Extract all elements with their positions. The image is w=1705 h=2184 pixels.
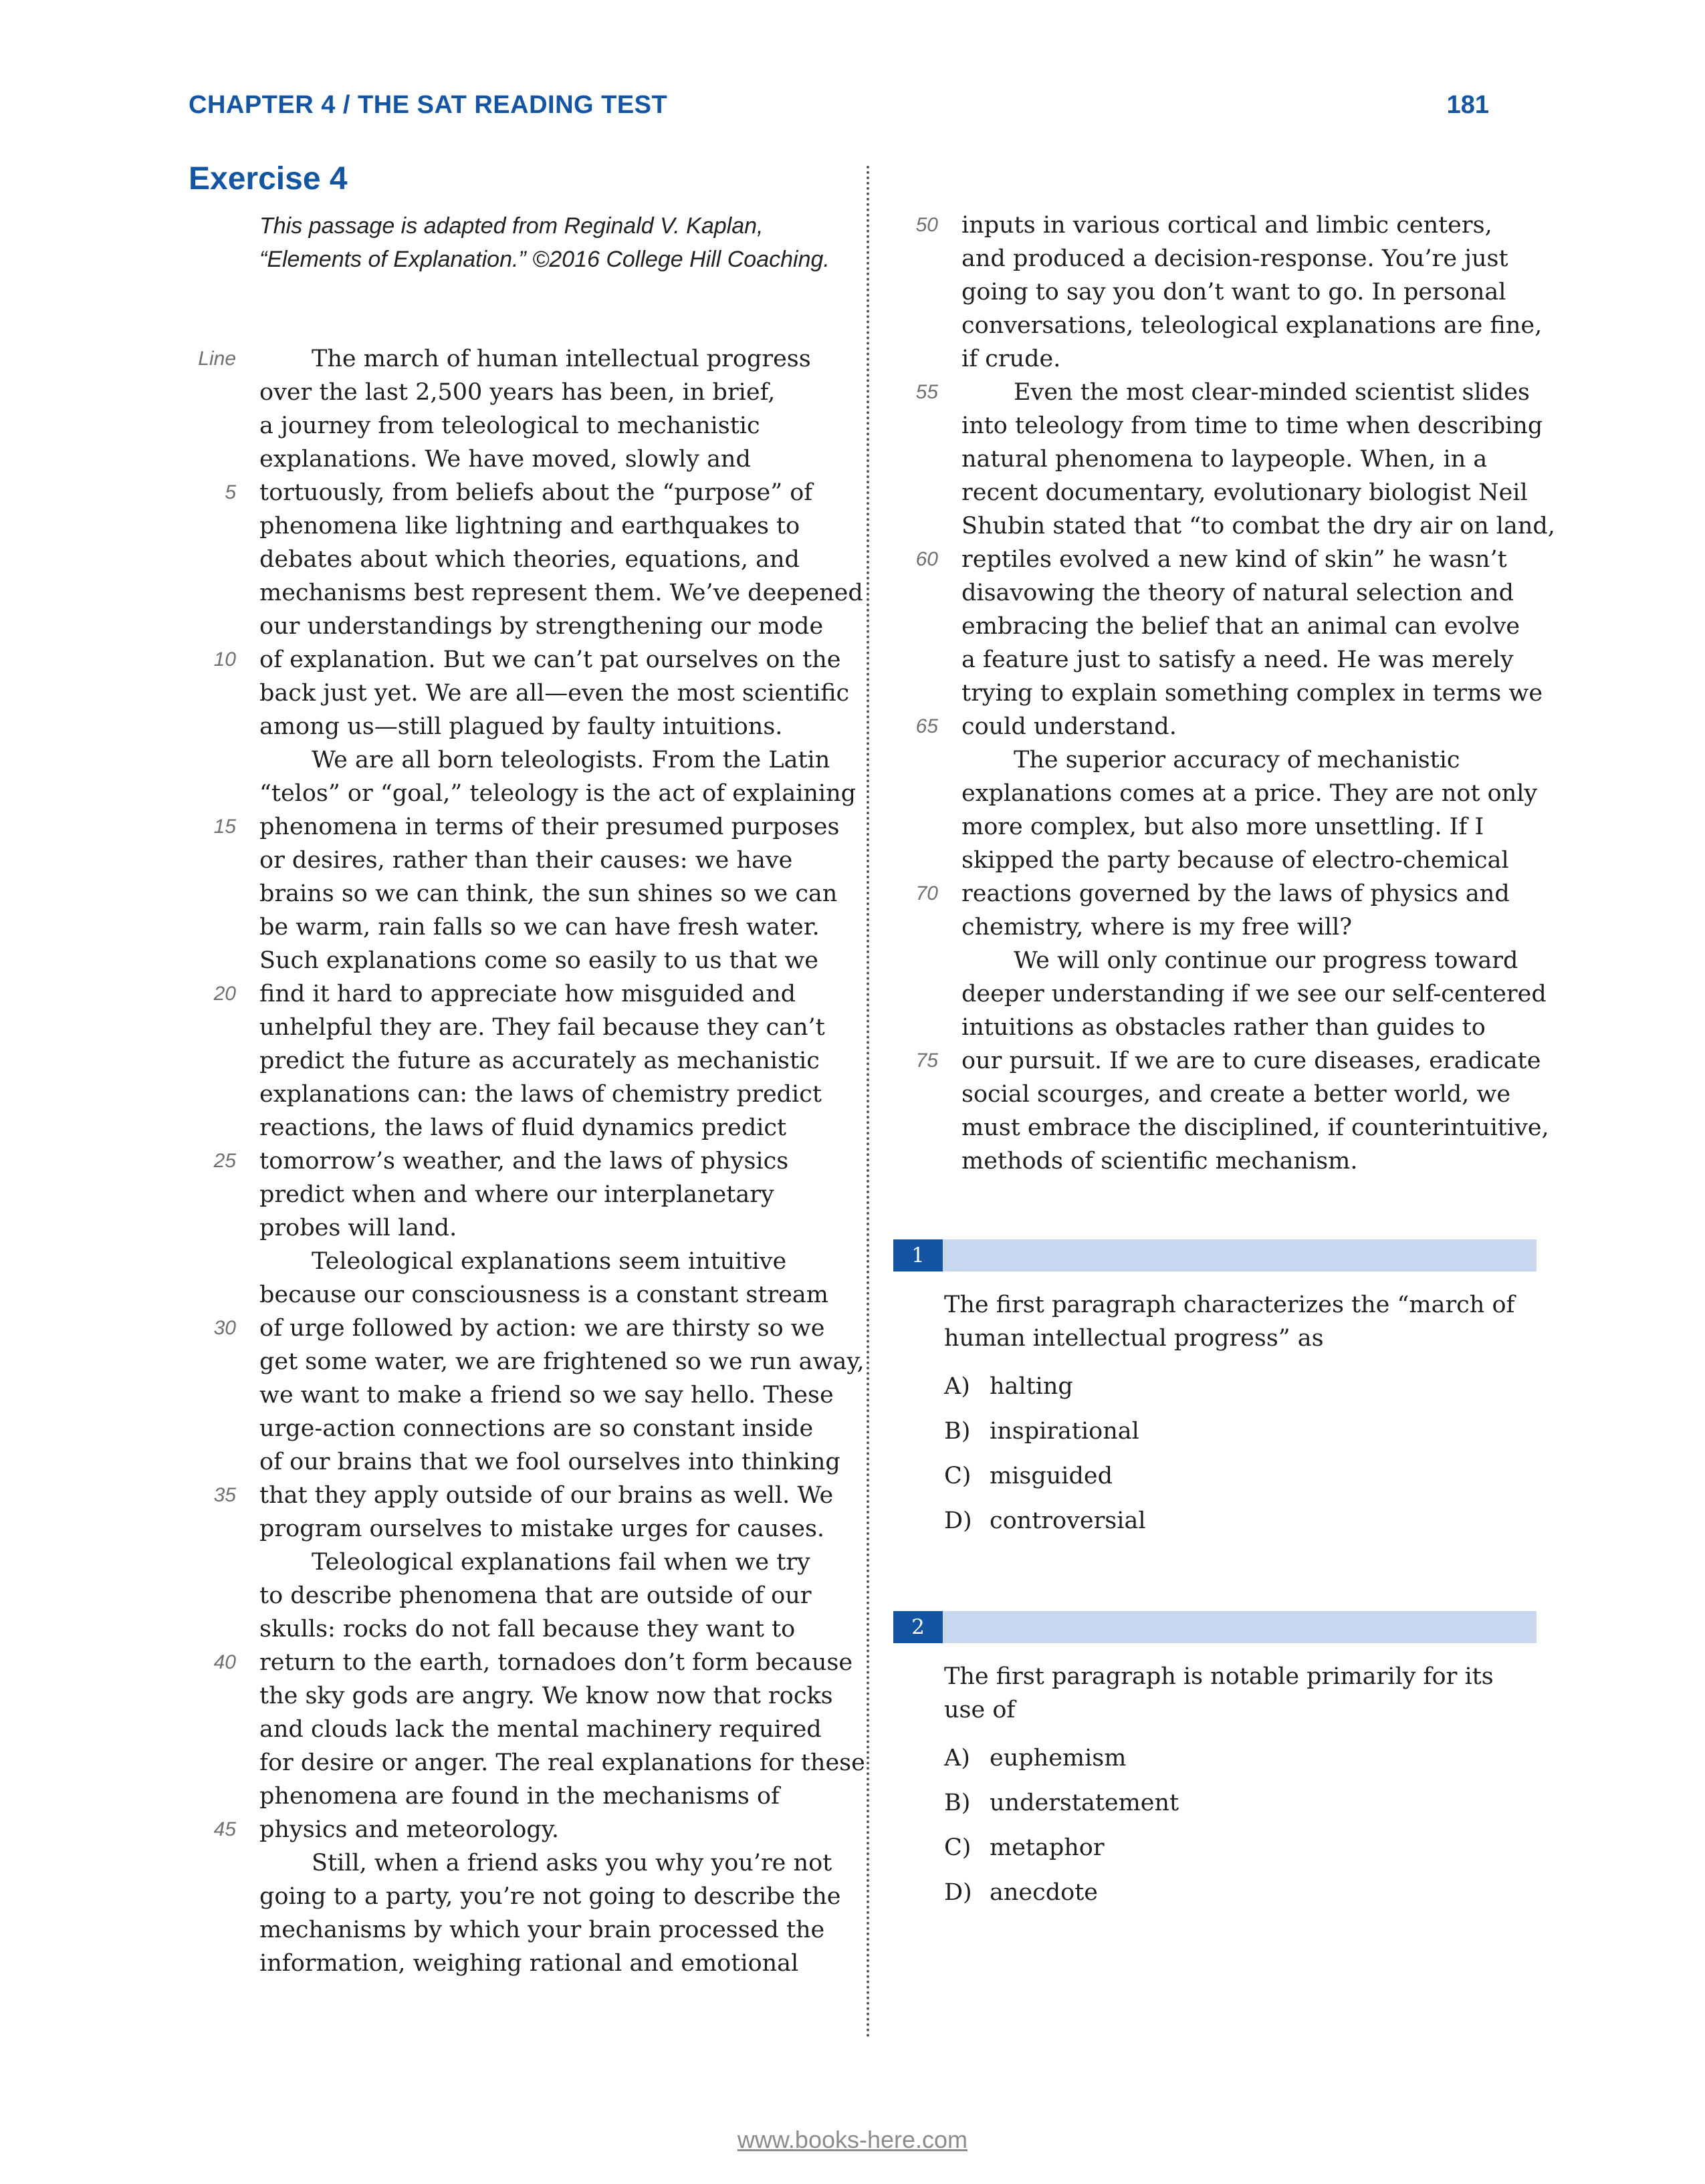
passage-line [259, 1546, 834, 1579]
passage-line [259, 1913, 834, 1947]
passage-intro: This passage is adapted from Reginald V. Kaplan, “Elements of Explanation.” ©2016 College Hill Coaching. [259, 213, 830, 272]
line-text: Teleological explanations fail when we try [312, 1549, 810, 1576]
line-text: Shubin stated that “to combat the dry air on land, [961, 513, 1555, 539]
passage-right-column [915, 209, 1555, 1178]
passage-line [259, 1345, 865, 1378]
line-text: to describe phenomena that are outside of our [259, 1582, 812, 1609]
answer-option[interactable] [944, 1504, 1146, 1538]
line-number: 10 [213, 648, 236, 671]
passage-line [213, 643, 841, 677]
question-number: 1 [893, 1239, 943, 1271]
passage-line [259, 1947, 834, 1980]
option-text: controversial [990, 1507, 1146, 1534]
answer-option[interactable] [944, 1786, 1179, 1820]
line-number: 30 [213, 1317, 236, 1339]
option-label: A) [944, 1745, 970, 1772]
line-number: 45 [213, 1818, 236, 1840]
line-text: if crude. [961, 346, 1061, 372]
passage-line [259, 677, 850, 710]
passage-line [259, 610, 834, 643]
passage-line [961, 610, 1537, 643]
passage-line [259, 1512, 834, 1546]
passage-line [961, 844, 1537, 877]
chapter-title: CHAPTER 4 / THE SAT READING TEST [189, 91, 668, 119]
passage-line [259, 1245, 834, 1278]
passage-line [213, 1646, 853, 1679]
passage-line [259, 1211, 834, 1245]
passage-line [225, 476, 834, 509]
passage-line [961, 576, 1537, 610]
passage-line [213, 977, 834, 1011]
footer-watermark [0, 2126, 1705, 2154]
passage-line [915, 376, 1537, 409]
option-text: halting [990, 1373, 1073, 1400]
line-number: 70 [915, 882, 938, 904]
line-text: probes will land. [259, 1215, 457, 1241]
line-text: information, weighing rational and emotional [259, 1950, 799, 1977]
passage-line [961, 743, 1537, 777]
passage-line [961, 911, 1537, 944]
line-text: our understandings by strengthening our mode [259, 613, 824, 640]
passage-line [961, 509, 1555, 543]
line-text: into teleology from time to time when describing [961, 412, 1543, 439]
answer-option[interactable] [944, 1741, 1126, 1775]
passage-line [961, 643, 1537, 677]
passage-line [213, 1479, 834, 1512]
line-number: 15 [213, 816, 236, 838]
passage-line [259, 1612, 834, 1646]
line-text: phenomena are found in the mechanisms of [259, 1783, 780, 1810]
line-text: the sky gods are angry. We know now that rocks [259, 1683, 833, 1709]
passage-line [259, 911, 834, 944]
line-number: 40 [213, 1651, 236, 1673]
line-text: be warm, rain falls so we can have fresh water. [259, 914, 820, 941]
line-text: phenomena in terms of their presumed purposes [259, 814, 840, 840]
line-text: tomorrow’s weather, and the laws of physics [259, 1148, 789, 1175]
passage-line [198, 342, 834, 376]
line-text: get some water, we are frightened so we run away, [259, 1348, 865, 1375]
line-text: or desires, rather than their causes: we have [259, 847, 793, 874]
passage-line [961, 476, 1537, 509]
option-text: euphemism [990, 1745, 1127, 1772]
line-text: debates about which theories, equations, and [259, 546, 800, 573]
passage-line [259, 1579, 834, 1612]
line-text: find it hard to appreciate how misguided and [259, 981, 796, 1007]
passage-line [259, 944, 834, 977]
exercise-title: Exercise 4 [189, 161, 348, 197]
line-text: The march of human intellectual progress [312, 346, 811, 372]
passage-line [961, 409, 1543, 443]
line-text: going to say you don’t want to go. In personal [961, 279, 1506, 306]
line-text: explanations can: the laws of chemistry predict [259, 1081, 822, 1108]
passage-line [961, 1111, 1549, 1144]
line-text: Still, when a friend asks you why you’re not [312, 1850, 832, 1876]
line-text: recent documentary, evolutionary biologist Neil [961, 479, 1528, 506]
line-text: phenomena like lightning and earthquakes to [259, 513, 800, 539]
line-text: embracing the belief that an animal can evolve [961, 613, 1520, 640]
line-text: program ourselves to mistake urges for causes. [259, 1515, 825, 1542]
option-label: A) [944, 1373, 970, 1400]
line-text: chemistry, where is my free will? [961, 914, 1353, 941]
line-text: reptiles evolved a new kind of skin” he wasn’t [961, 546, 1507, 573]
passage-line [915, 543, 1537, 576]
line-text: reactions governed by the laws of physics and [961, 880, 1510, 907]
question-2-stem: The first paragraph is notable primarily for its use of [944, 1663, 1494, 1723]
line-text: that they apply outside of our brains as well. We [259, 1482, 834, 1509]
line-text: The superior accuracy of mechanistic [1014, 747, 1460, 773]
passage-line [259, 1880, 841, 1913]
passage-line [259, 509, 834, 543]
passage-line [259, 1078, 834, 1111]
passage-line [961, 1078, 1537, 1111]
line-text: “telos” or “goal,” teleology is the act of explaining [259, 780, 857, 807]
passage-line [961, 275, 1537, 309]
passage-line [259, 777, 857, 810]
passage-line [961, 309, 1543, 342]
passage-line [259, 844, 834, 877]
line-text: a journey from teleological to mechanistic [259, 412, 760, 439]
line-text: among us—still plagued by faulty intuitions. [259, 713, 783, 740]
line-text: predict the future as accurately as mechanistic [259, 1048, 820, 1074]
passage-line [259, 1746, 865, 1780]
passage-line [213, 1312, 834, 1345]
line-number: 35 [213, 1484, 236, 1506]
passage-line [915, 877, 1537, 911]
line-number: 20 [213, 983, 236, 1005]
passage-line [961, 977, 1547, 1011]
line-number: 50 [915, 214, 938, 236]
passage-line [259, 409, 834, 443]
passage-line [259, 1445, 840, 1479]
option-text: metaphor [990, 1834, 1105, 1861]
question-2-bar [893, 1611, 1537, 1643]
line-text: going to a party, you’re not going to describe the [259, 1883, 841, 1910]
line-text: of explanation. But we can’t pat ourselves on the [259, 646, 841, 673]
line-text: and clouds lack the mental machinery required [259, 1716, 822, 1743]
passage-line [259, 1044, 834, 1078]
passage-line [915, 209, 1537, 242]
passage-line [259, 1412, 834, 1445]
passage-line [961, 677, 1543, 710]
answer-option[interactable] [944, 1415, 1139, 1448]
line-text: and produced a decision-response. You’re just [961, 245, 1508, 272]
line-text: skipped the party because of electro-chemical [961, 847, 1509, 874]
line-number: 25 [213, 1150, 236, 1172]
option-label: B) [944, 1418, 971, 1445]
line-text: of urge followed by action: we are thirsty so we [259, 1315, 825, 1342]
line-text: Teleological explanations seem intuitive [312, 1248, 787, 1275]
line-text: unhelpful they are. They fail because they can’t [259, 1014, 825, 1041]
passage-line [259, 877, 838, 911]
passage-line [961, 810, 1537, 844]
line-text: reactions, the laws of fluid dynamics predict [259, 1114, 787, 1141]
passage-line [961, 1011, 1537, 1044]
passage-line [259, 710, 834, 743]
line-text: over the last 2,500 years has been, in brief, [259, 379, 776, 406]
passage-line [259, 1111, 834, 1144]
option-label: C) [944, 1834, 972, 1861]
line-text: for desire or anger. The real explanations for these [259, 1749, 865, 1776]
answer-option[interactable] [944, 1459, 1113, 1493]
line-text: Even the most clear-minded scientist slides [1014, 379, 1530, 406]
line-text: must embrace the disciplined, if counterintuitive, [961, 1114, 1549, 1141]
line-text: mechanisms by which your brain processed the [259, 1917, 825, 1943]
option-label: B) [944, 1790, 971, 1816]
passage-left-column [198, 342, 865, 1980]
line-text: Such explanations come so easily to us that we [259, 947, 818, 974]
answer-option[interactable] [944, 1831, 1105, 1864]
page-number: 181 [1446, 91, 1489, 119]
line-text: mechanisms best represent them. We’ve deepened [259, 580, 863, 606]
passage-line [961, 242, 1537, 275]
question-1-bar [893, 1239, 1537, 1271]
option-label: C) [944, 1463, 972, 1489]
passage-line [259, 1011, 834, 1044]
line-text: trying to explain something complex in terms we [961, 680, 1543, 707]
line-text: disavowing the theory of natural selection and [961, 580, 1514, 606]
line-text: return to the earth, tornadoes don’t form because [259, 1649, 853, 1676]
line-text: because our consciousness is a constant stream [259, 1282, 828, 1308]
line-text: brains so we can think, the sun shines so we can [259, 880, 838, 907]
line-text: We are all born teleologists. From the Latin [312, 747, 830, 773]
passage-line [259, 1846, 834, 1880]
option-label: D) [944, 1507, 972, 1534]
option-text: understatement [990, 1790, 1179, 1816]
footer-link[interactable]: www.books-here.com [737, 2126, 968, 2153]
line-text: predict when and where our interplanetary [259, 1181, 774, 1208]
line-number: 55 [915, 381, 938, 403]
line-text: skulls: rocks do not fall because they want to [259, 1616, 796, 1643]
line-text: conversations, teleological explanations are fine, [961, 312, 1543, 339]
passage-line [259, 443, 834, 476]
passage-line [259, 543, 834, 576]
passage-line [213, 1144, 834, 1178]
passage-line [213, 810, 840, 844]
line-text: more complex, but also more unsettling. If I [961, 814, 1484, 840]
line-text: explanations. We have moved, slowly and [259, 446, 751, 473]
line-text: natural phenomena to laypeople. When, in a [961, 446, 1488, 473]
line-number: 60 [915, 548, 938, 570]
line-text: intuitions as obstacles rather than guides to [961, 1014, 1486, 1041]
line-text: could understand. [961, 713, 1177, 740]
line-number: 65 [915, 715, 938, 737]
passage-line [259, 1713, 834, 1746]
passage-line [259, 376, 834, 409]
passage-line [961, 342, 1537, 376]
line-text: a feature just to satisfy a need. He was merely [961, 646, 1514, 673]
question-number: 2 [893, 1611, 943, 1643]
option-text: anecdote [990, 1879, 1098, 1906]
passage-line [259, 743, 834, 777]
line-text: social scourges, and create a better world, we [961, 1081, 1511, 1108]
line-text: explanations comes at a price. They are not only [961, 780, 1538, 807]
answer-option[interactable] [944, 1876, 1098, 1909]
line-text: deeper understanding if we see our self-centered [961, 981, 1547, 1007]
passage-line [259, 1278, 834, 1312]
line-number: 5 [225, 481, 236, 503]
passage-line [961, 944, 1537, 977]
passage-line [915, 1044, 1541, 1078]
passage-line [961, 777, 1537, 810]
line-text: inputs in various cortical and limbic centers, [961, 212, 1492, 239]
line-text: methods of scientific mechanism. [961, 1148, 1358, 1175]
line-text: physics and meteorology. [259, 1816, 559, 1843]
line-text: tortuously, from beliefs about the “purpose” of [259, 479, 813, 506]
answer-option[interactable] [944, 1370, 1073, 1403]
passage-line [259, 1679, 834, 1713]
passage-line [213, 1813, 834, 1846]
line-text: of our brains that we fool ourselves into thinking [259, 1449, 840, 1475]
passage-line [259, 1780, 834, 1813]
option-label: D) [944, 1879, 972, 1906]
passage-line [961, 443, 1537, 476]
passage-line [259, 1178, 834, 1211]
option-text: misguided [990, 1463, 1113, 1489]
line-number: Line [198, 348, 236, 370]
line-text: our pursuit. If we are to cure diseases, eradicate [961, 1048, 1541, 1074]
passage-line [259, 576, 863, 610]
line-text: back just yet. We are all—even the most scientific [259, 680, 850, 707]
line-text: we want to make a friend so we say hello. These [259, 1382, 834, 1409]
line-text: urge-action connections are so constant inside [259, 1415, 814, 1442]
question-1-stem: The first paragraph characterizes the “march of human intellectual progress” as [944, 1292, 1515, 1352]
line-number: 75 [915, 1050, 938, 1072]
passage-line [961, 1144, 1537, 1178]
line-text: We will only continue our progress toward [1014, 947, 1518, 974]
option-text: inspirational [990, 1418, 1139, 1445]
column-divider [867, 166, 869, 2039]
passage-line [259, 1378, 834, 1412]
page-header [189, 91, 1489, 131]
passage-line [915, 710, 1537, 743]
